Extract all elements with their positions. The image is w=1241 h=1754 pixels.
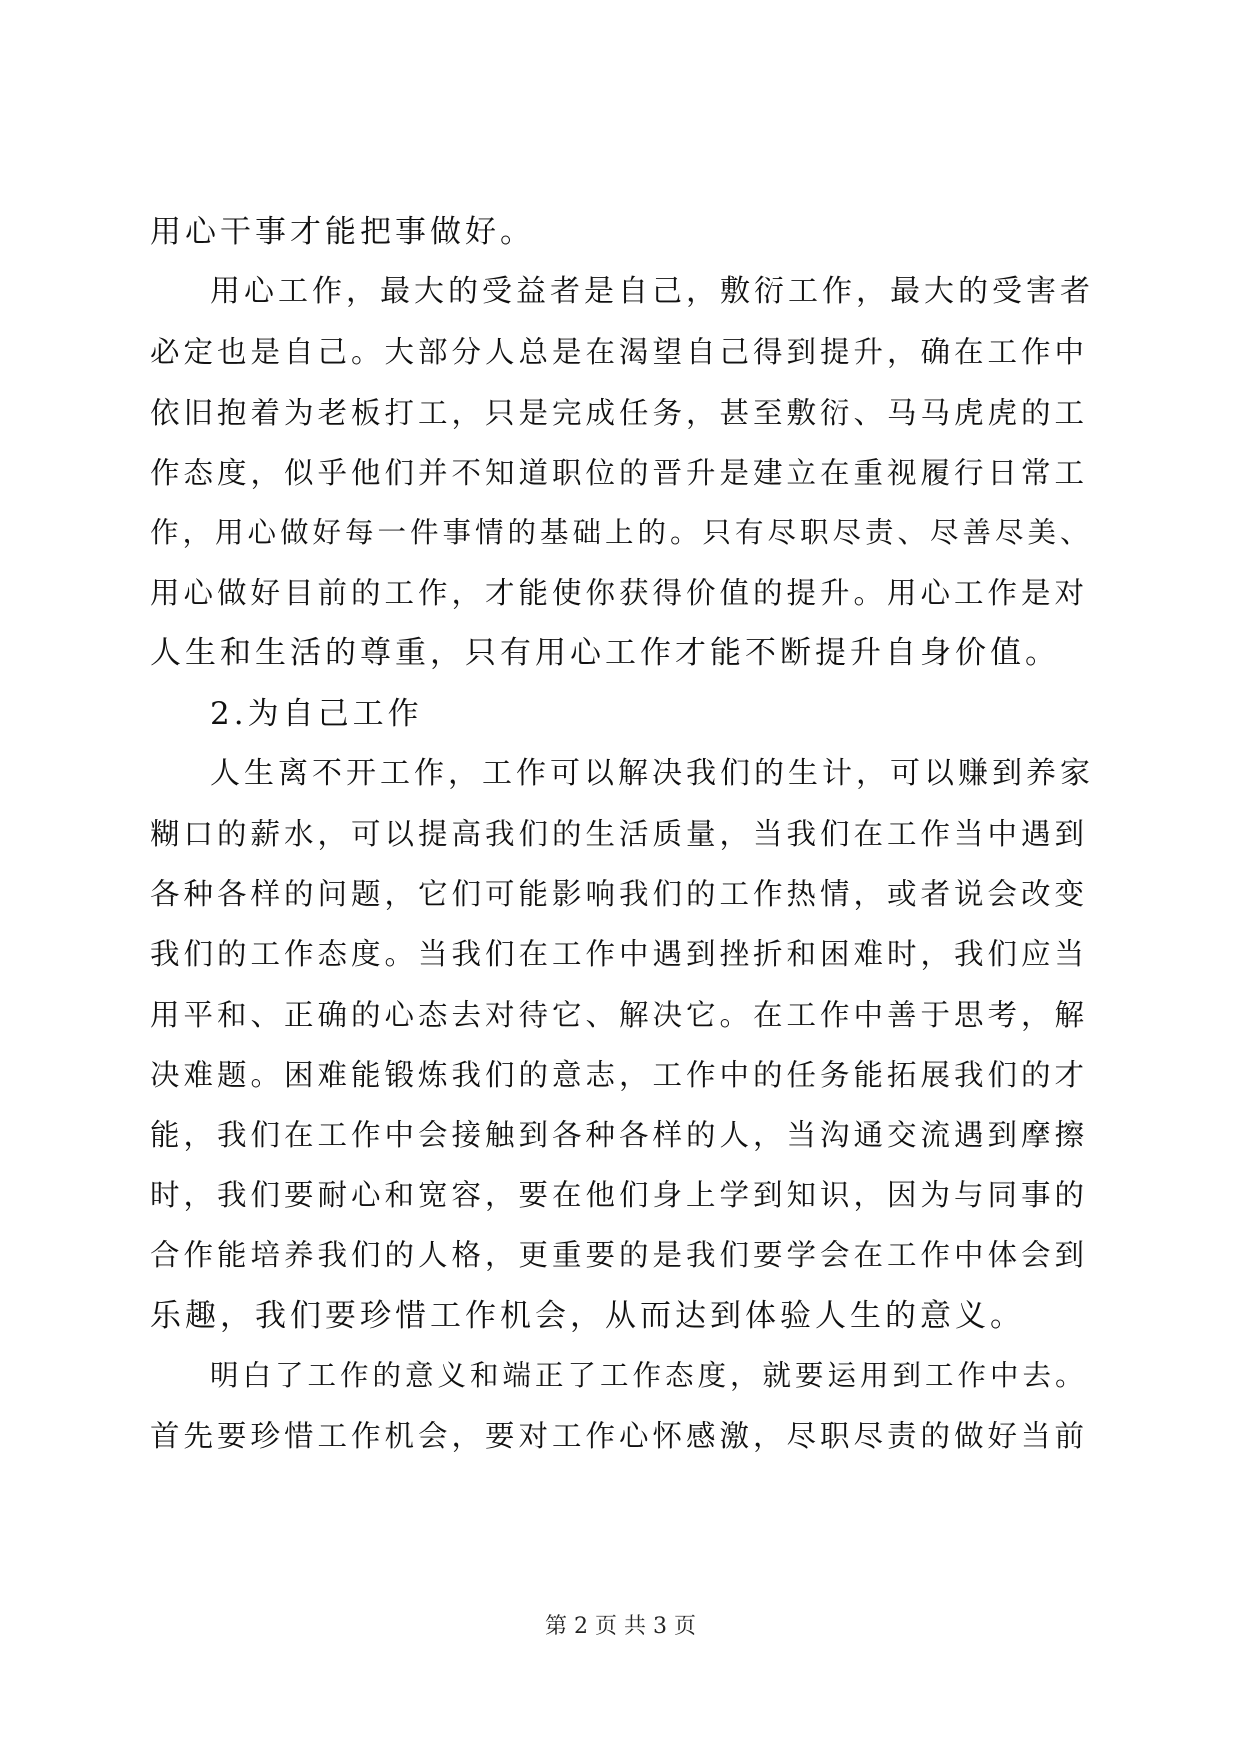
text-line: 用心干事才能把事做好。 <box>150 214 535 250</box>
text-line: 乐趣，我们要珍惜工作机会，从而达到体验人生的意义。 <box>150 1297 1025 1334</box>
paragraph-first-line: 用心工作，最大的受益者是自己，敷衍工作，最大的受害者 <box>210 274 1094 310</box>
text-line: 我们的工作态度。当我们在工作中遇到挫折和困难时，我们应当 <box>150 937 1089 972</box>
text-line: 用心做好目前的工作，才能使你获得价值的提升。用心工作是对 <box>150 576 1089 611</box>
text-line: 各种各样的问题，它们可能影响我们的工作热情，或者说会改变 <box>150 877 1089 912</box>
paragraph-first-line: 明白了工作的意义和端正了工作态度，就要运用到工作中去。 <box>210 1358 1088 1392</box>
text-line: 作，用心做好每一件事情的基础上的。只有尽职尽责、尽善尽美、 <box>150 516 1093 549</box>
text-line: 依旧抱着为老板打工，只是完成任务，甚至敷衍、马马虎虎的工 <box>150 395 1089 430</box>
text-line: 时，我们要耐心和宽容，要在他们身上学到知识，因为与同事的 <box>150 1178 1089 1213</box>
page-footer: 第 2 页 共 3 页 <box>545 1614 696 1639</box>
text-line: 必定也是自己。大部分人总是在渴望自己得到提升，确在工作中 <box>150 335 1089 370</box>
text-line: 作态度，似乎他们并不知道职位的晋升是建立在重视履行日常工 <box>150 455 1089 490</box>
text-line: 能，我们在工作中会接触到各种各样的人，当沟通交流遇到摩擦 <box>150 1118 1089 1152</box>
section-heading: 2.为自己工作 <box>210 695 423 732</box>
text-line: 首先要珍惜工作机会，要对工作心怀感激，尽职尽责的做好当前 <box>150 1419 1089 1453</box>
text-line: 决难题。困难能锻炼我们的意志，工作中的任务能拓展我们的才 <box>150 1057 1089 1092</box>
paragraph-first-line: 人生离不开工作，工作可以解决我们的生计，可以赚到养家 <box>210 755 1094 791</box>
text-line: 糊口的薪水，可以提高我们的生活质量，当我们在工作当中遇到 <box>150 817 1089 851</box>
text-line: 用平和、正确的心态去对待它、解决它。在工作中善于思考，解 <box>150 997 1089 1032</box>
text-line: 合作能培养我们的人格，更重要的是我们要学会在工作中体会到 <box>150 1238 1089 1273</box>
text-line: 人生和生活的尊重，只有用心工作才能不断提升自身价值。 <box>150 635 1060 672</box>
